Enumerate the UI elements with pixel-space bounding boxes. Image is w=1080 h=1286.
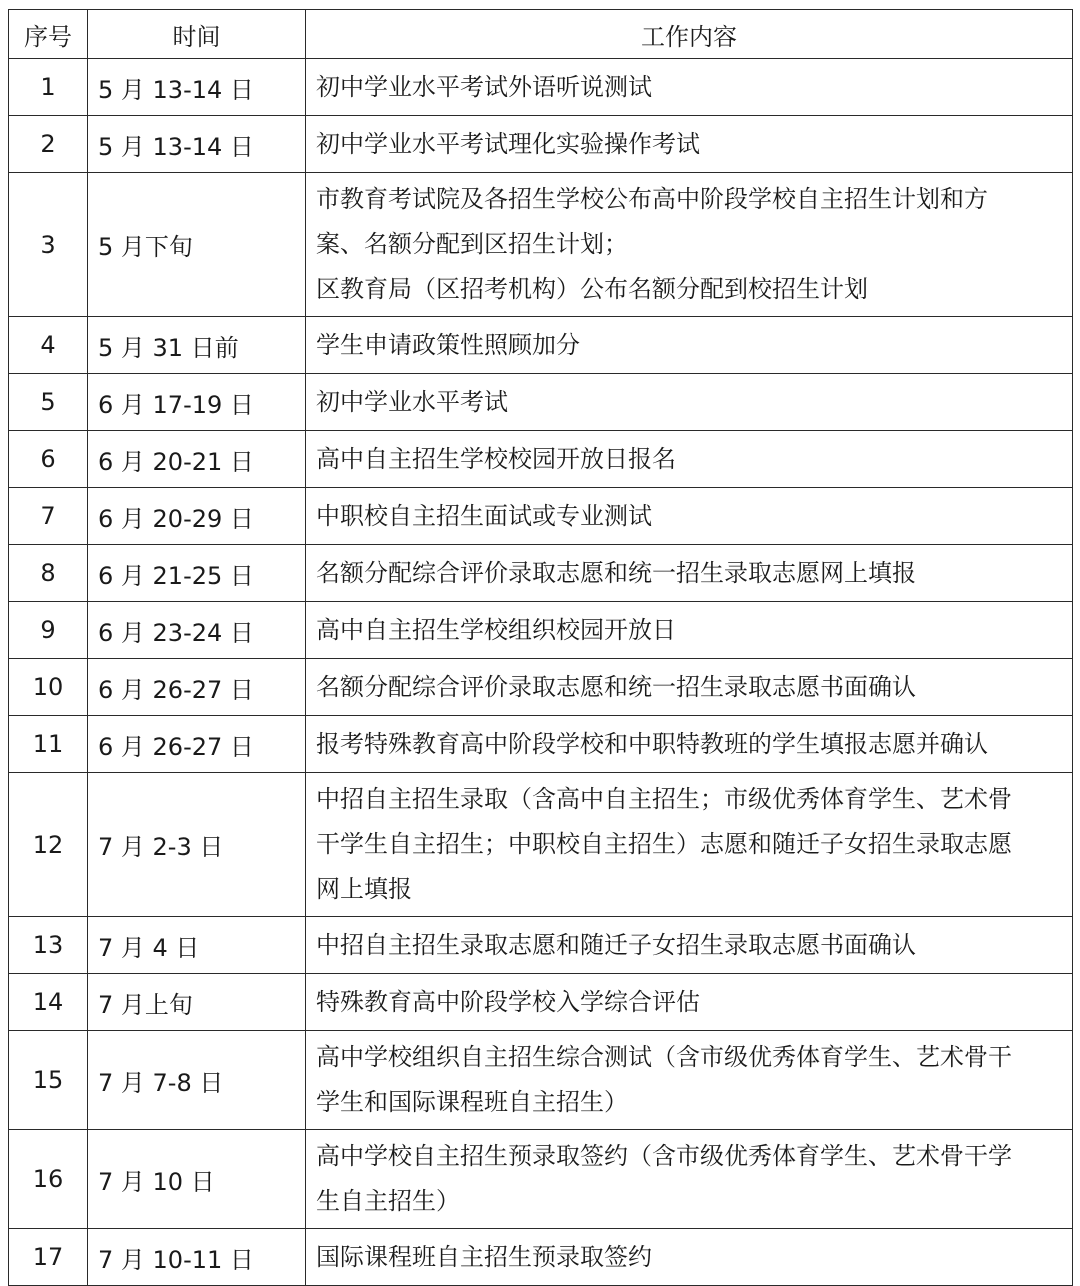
row-work xyxy=(306,773,1073,917)
row-work xyxy=(306,1229,1073,1286)
row-work xyxy=(306,488,1073,545)
row-index: 5 xyxy=(9,374,88,431)
table-row xyxy=(9,1229,1073,1286)
row-work xyxy=(306,659,1073,716)
table-row xyxy=(9,431,1073,488)
work-line: 中招自主招生录取志愿和随迁子女招生录取志愿书面确认 xyxy=(316,930,916,959)
work-line: 初中学业水平考试理化实验操作考试 xyxy=(316,129,700,158)
table-row xyxy=(9,545,1073,602)
row-work xyxy=(306,716,1073,773)
work-line: 学生和国际课程班自主招生） xyxy=(316,1088,628,1116)
table-row xyxy=(9,173,1073,317)
row-work xyxy=(306,545,1073,602)
row-work xyxy=(306,317,1073,374)
work-line: 特殊教育高中阶段学校入学综合评估 xyxy=(316,987,700,1016)
row-index: 3 xyxy=(9,173,88,317)
row-time: 6 月 20-21 日 xyxy=(88,431,306,488)
work-line: 生自主招生） xyxy=(316,1187,460,1215)
table-row xyxy=(9,317,1073,374)
row-time: 5 月 31 日前 xyxy=(88,317,306,374)
row-work xyxy=(306,1130,1073,1229)
table-row xyxy=(9,659,1073,716)
row-index: 10 xyxy=(9,659,88,716)
work-line: 案、名额分配到区招生计划； xyxy=(316,230,628,258)
table-row xyxy=(9,116,1073,173)
row-index: 17 xyxy=(9,1229,88,1286)
work-line: 初中学业水平考试外语听说测试 xyxy=(316,72,652,101)
table-row xyxy=(9,773,1073,917)
table-row xyxy=(9,59,1073,116)
row-time: 5 月 13-14 日 xyxy=(88,59,306,116)
row-time: 6 月 26-27 日 xyxy=(88,659,306,716)
table-row xyxy=(9,488,1073,545)
table-row xyxy=(9,974,1073,1031)
work-line: 网上填报 xyxy=(316,875,412,903)
work-line: 名额分配综合评价录取志愿和统一招生录取志愿网上填报 xyxy=(316,558,916,587)
row-work xyxy=(306,173,1073,317)
row-time: 5 月下旬 xyxy=(88,173,306,317)
row-work xyxy=(306,1031,1073,1130)
schedule-sheet xyxy=(8,9,1072,1286)
row-time: 5 月 13-14 日 xyxy=(88,116,306,173)
row-time: 7 月 2-3 日 xyxy=(88,773,306,917)
row-index: 15 xyxy=(9,1031,88,1130)
table-row xyxy=(9,1031,1073,1130)
table-row xyxy=(9,917,1073,974)
row-work xyxy=(306,602,1073,659)
row-time: 6 月 20-29 日 xyxy=(88,488,306,545)
work-line: 中招自主招生录取（含高中自主招生；市级优秀体育学生、艺术骨 xyxy=(316,785,1012,813)
row-index: 8 xyxy=(9,545,88,602)
row-index: 14 xyxy=(9,974,88,1031)
row-time: 6 月 21-25 日 xyxy=(88,545,306,602)
row-work xyxy=(306,917,1073,974)
work-line: 初中学业水平考试 xyxy=(316,387,508,416)
row-time: 7 月 10 日 xyxy=(88,1130,306,1229)
row-work xyxy=(306,374,1073,431)
row-index: 16 xyxy=(9,1130,88,1229)
row-index: 4 xyxy=(9,317,88,374)
work-line: 区教育局（区招考机构）公布名额分配到校招生计划 xyxy=(316,275,868,303)
work-line: 干学生自主招生；中职校自主招生）志愿和随迁子女招生录取志愿 xyxy=(316,830,1012,858)
row-work xyxy=(306,974,1073,1031)
work-line: 学生申请政策性照顾加分 xyxy=(316,330,580,359)
row-time: 6 月 23-24 日 xyxy=(88,602,306,659)
work-line: 中职校自主招生面试或专业测试 xyxy=(316,501,652,530)
table-row xyxy=(9,374,1073,431)
row-time: 6 月 26-27 日 xyxy=(88,716,306,773)
row-index: 6 xyxy=(9,431,88,488)
row-index: 11 xyxy=(9,716,88,773)
table-row xyxy=(9,716,1073,773)
row-work xyxy=(306,59,1073,116)
row-time: 7 月 7-8 日 xyxy=(88,1031,306,1130)
table-header-row xyxy=(9,10,1073,59)
work-line: 高中自主招生学校组织校园开放日 xyxy=(316,615,676,644)
row-work xyxy=(306,431,1073,488)
row-index: 12 xyxy=(9,773,88,917)
row-index: 1 xyxy=(9,59,88,116)
row-work xyxy=(306,116,1073,173)
work-line: 市教育考试院及各招生学校公布高中阶段学校自主招生计划和方 xyxy=(316,185,988,213)
work-line: 高中学校组织自主招生综合测试（含市级优秀体育学生、艺术骨干 xyxy=(316,1043,1012,1071)
row-index: 13 xyxy=(9,917,88,974)
work-line: 名额分配综合评价录取志愿和统一招生录取志愿书面确认 xyxy=(316,672,916,701)
header-time: 时间 xyxy=(88,10,306,59)
header-work: 工作内容 xyxy=(306,10,1073,59)
row-index: 9 xyxy=(9,602,88,659)
table-row xyxy=(9,602,1073,659)
row-time: 6 月 17-19 日 xyxy=(88,374,306,431)
work-line: 高中学校自主招生预录取签约（含市级优秀体育学生、艺术骨干学 xyxy=(316,1142,1012,1170)
row-time: 7 月 10-11 日 xyxy=(88,1229,306,1286)
table-row xyxy=(9,1130,1073,1229)
row-time: 7 月上旬 xyxy=(88,974,306,1031)
admission-schedule-table xyxy=(8,9,1073,1286)
header-index: 序号 xyxy=(9,10,88,59)
row-time: 7 月 4 日 xyxy=(88,917,306,974)
work-line: 国际课程班自主招生预录取签约 xyxy=(316,1242,652,1271)
row-index: 2 xyxy=(9,116,88,173)
work-line: 高中自主招生学校校园开放日报名 xyxy=(316,444,676,473)
work-line: 报考特殊教育高中阶段学校和中职特教班的学生填报志愿并确认 xyxy=(316,729,988,758)
row-index: 7 xyxy=(9,488,88,545)
